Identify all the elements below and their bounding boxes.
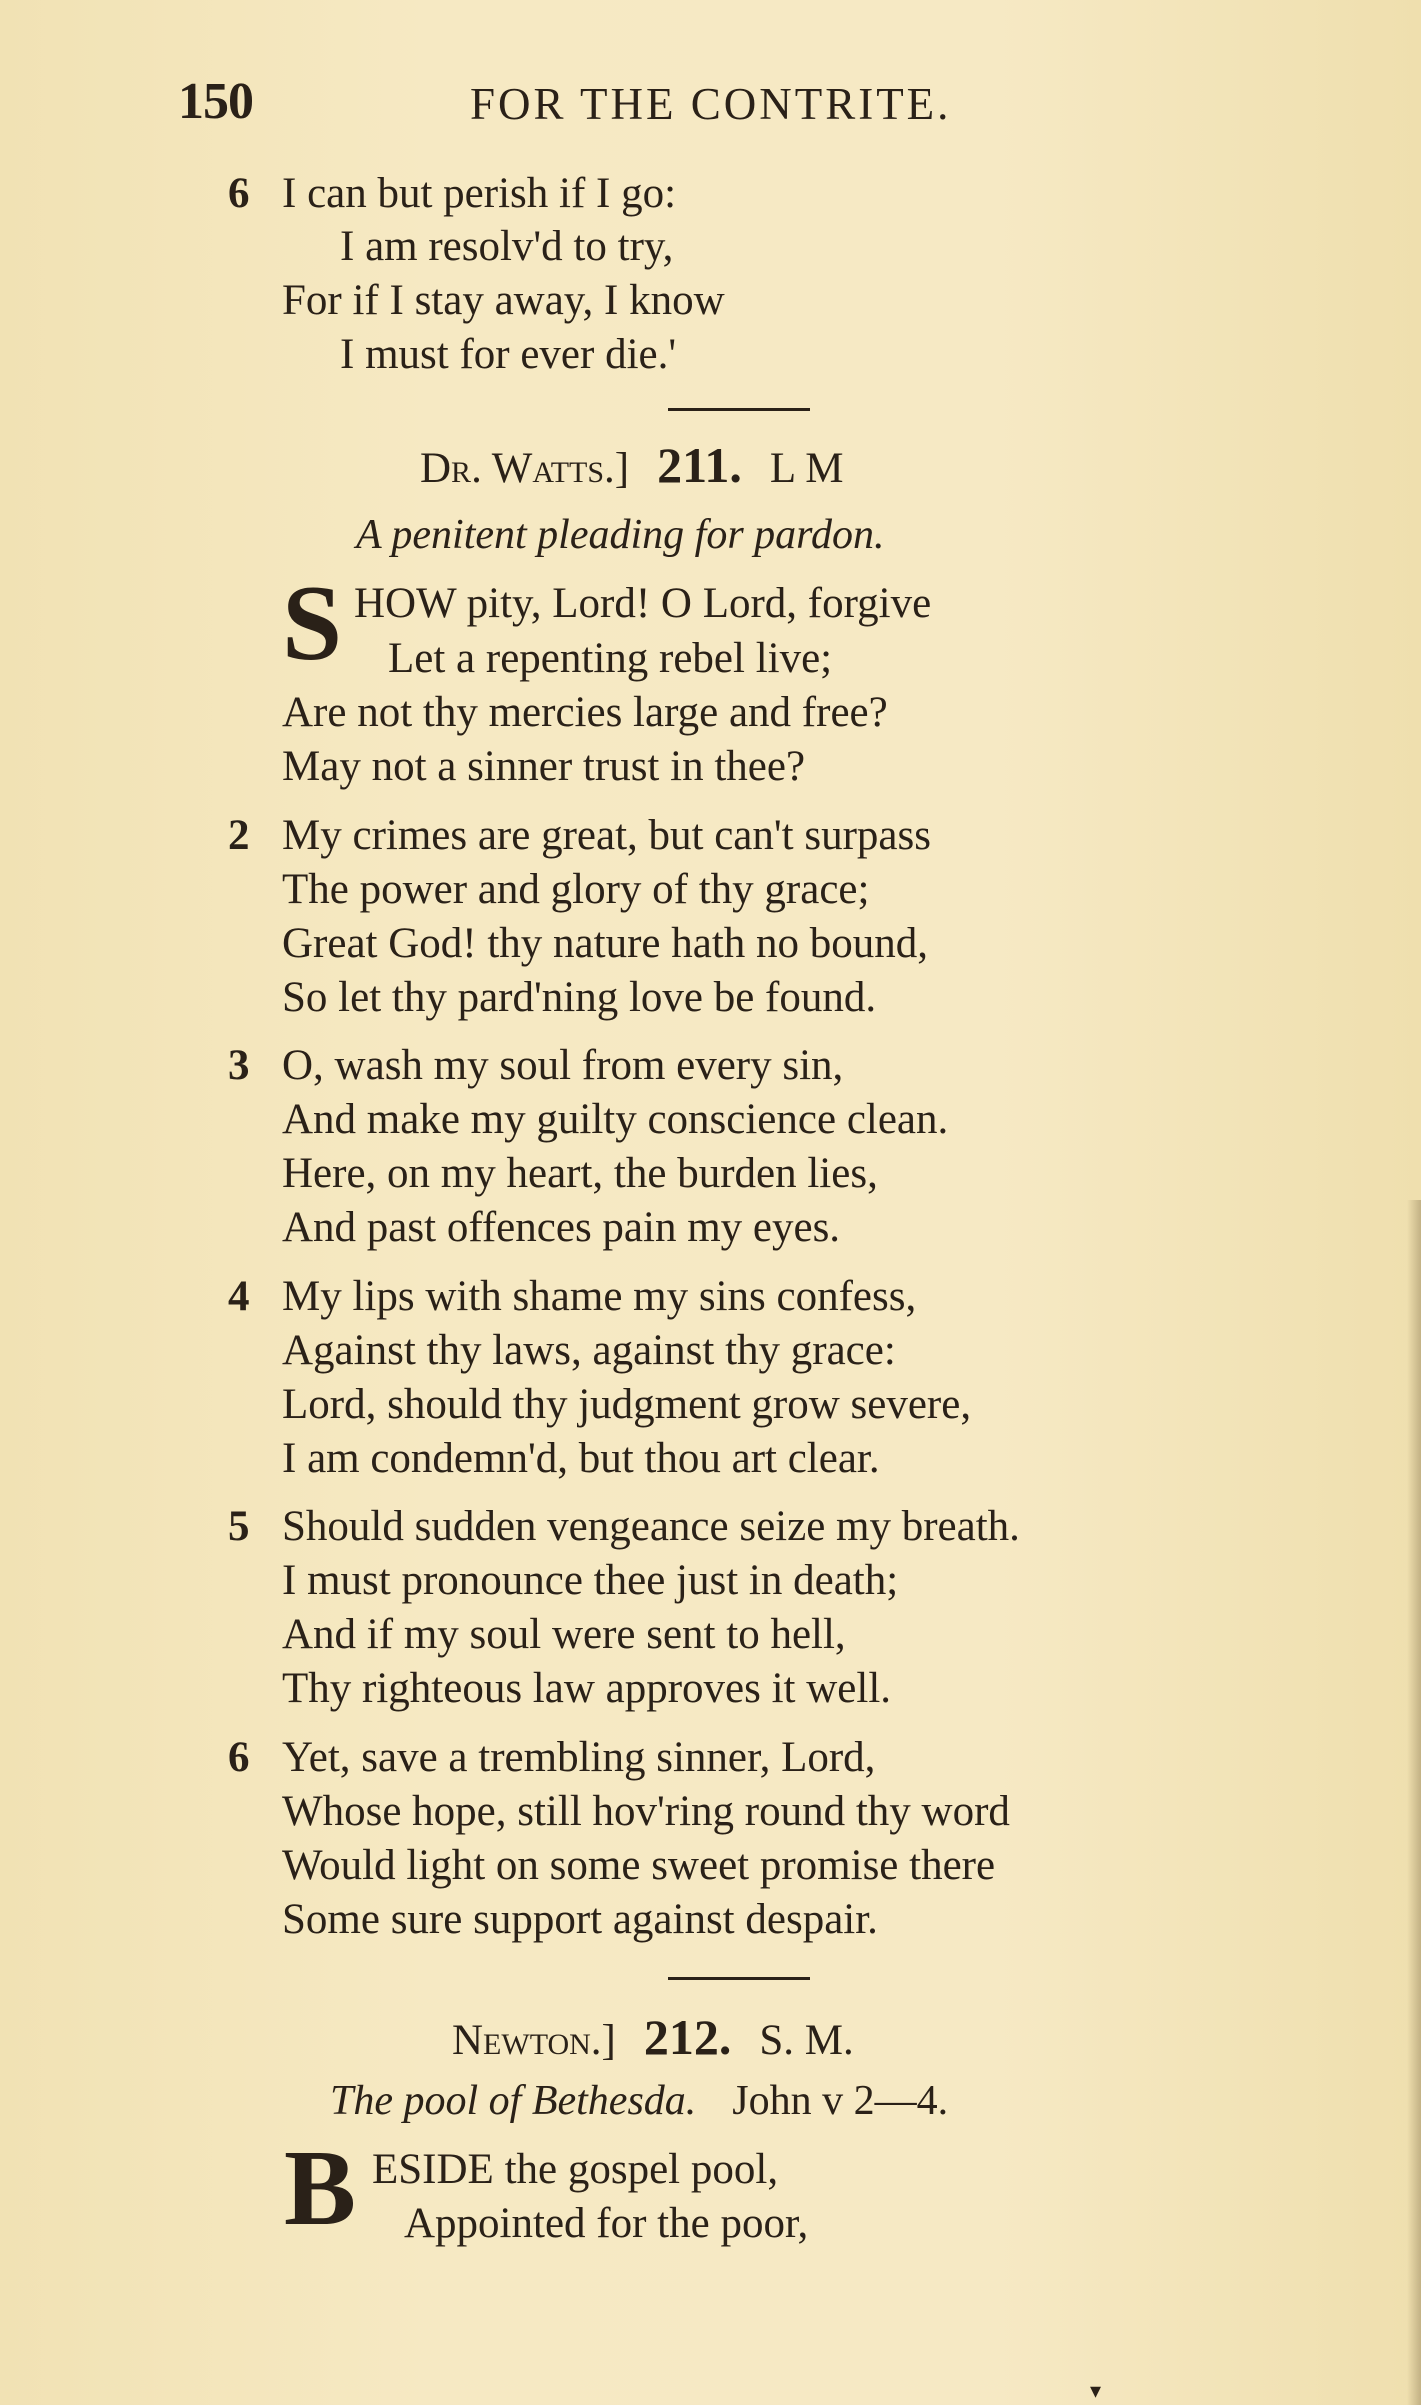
hymn-title: A penitent pleading for pardon. bbox=[356, 512, 885, 558]
verse-line: I am resolv'd to try, bbox=[340, 223, 674, 270]
verse-line: I must for ever die.' bbox=[340, 331, 677, 378]
verse-line: Yet, save a trembling sinner, Lord, bbox=[282, 1734, 876, 1781]
hymn-title: The pool of Bethesda. bbox=[330, 2078, 697, 2124]
page-edge-shadow bbox=[1407, 1200, 1421, 2405]
hymn-number: 211. bbox=[657, 437, 742, 493]
running-head: FOR THE CONTRITE. bbox=[470, 79, 952, 129]
verse-line: The power and glory of thy grace; bbox=[282, 866, 870, 913]
verse-line: O, wash my soul from every sin, bbox=[282, 1042, 844, 1089]
verse-line: Against thy laws, against thy grace: bbox=[282, 1327, 896, 1374]
verse-line: Thy righteous law approves it well. bbox=[282, 1665, 892, 1712]
verse-line: May not a sinner trust in thee? bbox=[282, 743, 806, 790]
verse-line: Are not thy mercies large and free? bbox=[282, 689, 888, 736]
verse-line: I can but perish if I go: bbox=[282, 170, 677, 217]
stanza-number: 3 bbox=[228, 1042, 250, 1089]
page-mark: ▾ bbox=[1090, 2378, 1102, 2403]
verse-line: HOW pity, Lord! O Lord, forgive bbox=[354, 580, 932, 627]
hymn-title-line bbox=[330, 2080, 948, 2122]
verse-line: My lips with shame my sins confess, bbox=[282, 1273, 917, 1320]
hymn-meter: S. M. bbox=[759, 2017, 854, 2064]
verse-line: And if my soul were sent to hell, bbox=[282, 1611, 846, 1658]
verse-line: My crimes are great, but can't surpass bbox=[282, 812, 931, 859]
verse-line: For if I stay away, I know bbox=[282, 277, 725, 324]
verse-line: And make my guilty conscience clean. bbox=[282, 1096, 949, 1143]
stanza-number: 4 bbox=[228, 1273, 250, 1320]
hymn-number: 212. bbox=[643, 2009, 732, 2065]
verse-line: I am condemn'd, but thou art clear. bbox=[282, 1435, 880, 1482]
verse-line: Let a repenting rebel live; bbox=[388, 635, 833, 682]
verse-line: So let thy pard'ning love be found. bbox=[282, 974, 877, 1021]
section-divider bbox=[668, 1977, 810, 1980]
verse-line: Great God! thy nature hath no bound, bbox=[282, 920, 929, 967]
verse-line: I must pronounce thee just in death; bbox=[282, 1557, 899, 1604]
page-number: 150 bbox=[178, 73, 253, 130]
hymn-meter: L M bbox=[769, 445, 844, 492]
hymn-heading bbox=[452, 2009, 854, 2065]
verse-line: Should sudden vengeance seize my breath. bbox=[282, 1503, 1020, 1550]
stanza-number: 5 bbox=[228, 1503, 250, 1550]
hymn-heading bbox=[420, 437, 844, 493]
stanza-number: 6 bbox=[228, 1734, 250, 1781]
hymn-author: Dr. Watts.] bbox=[420, 445, 630, 492]
verse-line: Would light on some sweet promise there bbox=[282, 1842, 996, 1889]
scripture-reference: John v 2—4. bbox=[732, 2078, 949, 2124]
verse-line: ESIDE the gospel pool, bbox=[372, 2146, 779, 2193]
verse-line: Whose hope, still hov'ring round thy word bbox=[282, 1788, 1010, 1835]
section-divider bbox=[668, 408, 810, 411]
page-header bbox=[178, 72, 1278, 132]
verse-line: And past offences pain my eyes. bbox=[282, 1204, 841, 1251]
verse-line: Lord, should thy judgment grow severe, bbox=[282, 1381, 972, 1428]
stanza-number: 6 bbox=[228, 170, 250, 217]
verse-line: Appointed for the poor, bbox=[404, 2200, 809, 2247]
drop-cap: B bbox=[284, 2129, 357, 2248]
verse-line: Some sure support against despair. bbox=[282, 1896, 878, 1943]
drop-cap: S bbox=[282, 564, 343, 683]
verse-line: Here, on my heart, the burden lies, bbox=[282, 1150, 878, 1197]
stanza-number: 2 bbox=[228, 812, 250, 859]
hymn-author: Newton.] bbox=[452, 2017, 616, 2064]
